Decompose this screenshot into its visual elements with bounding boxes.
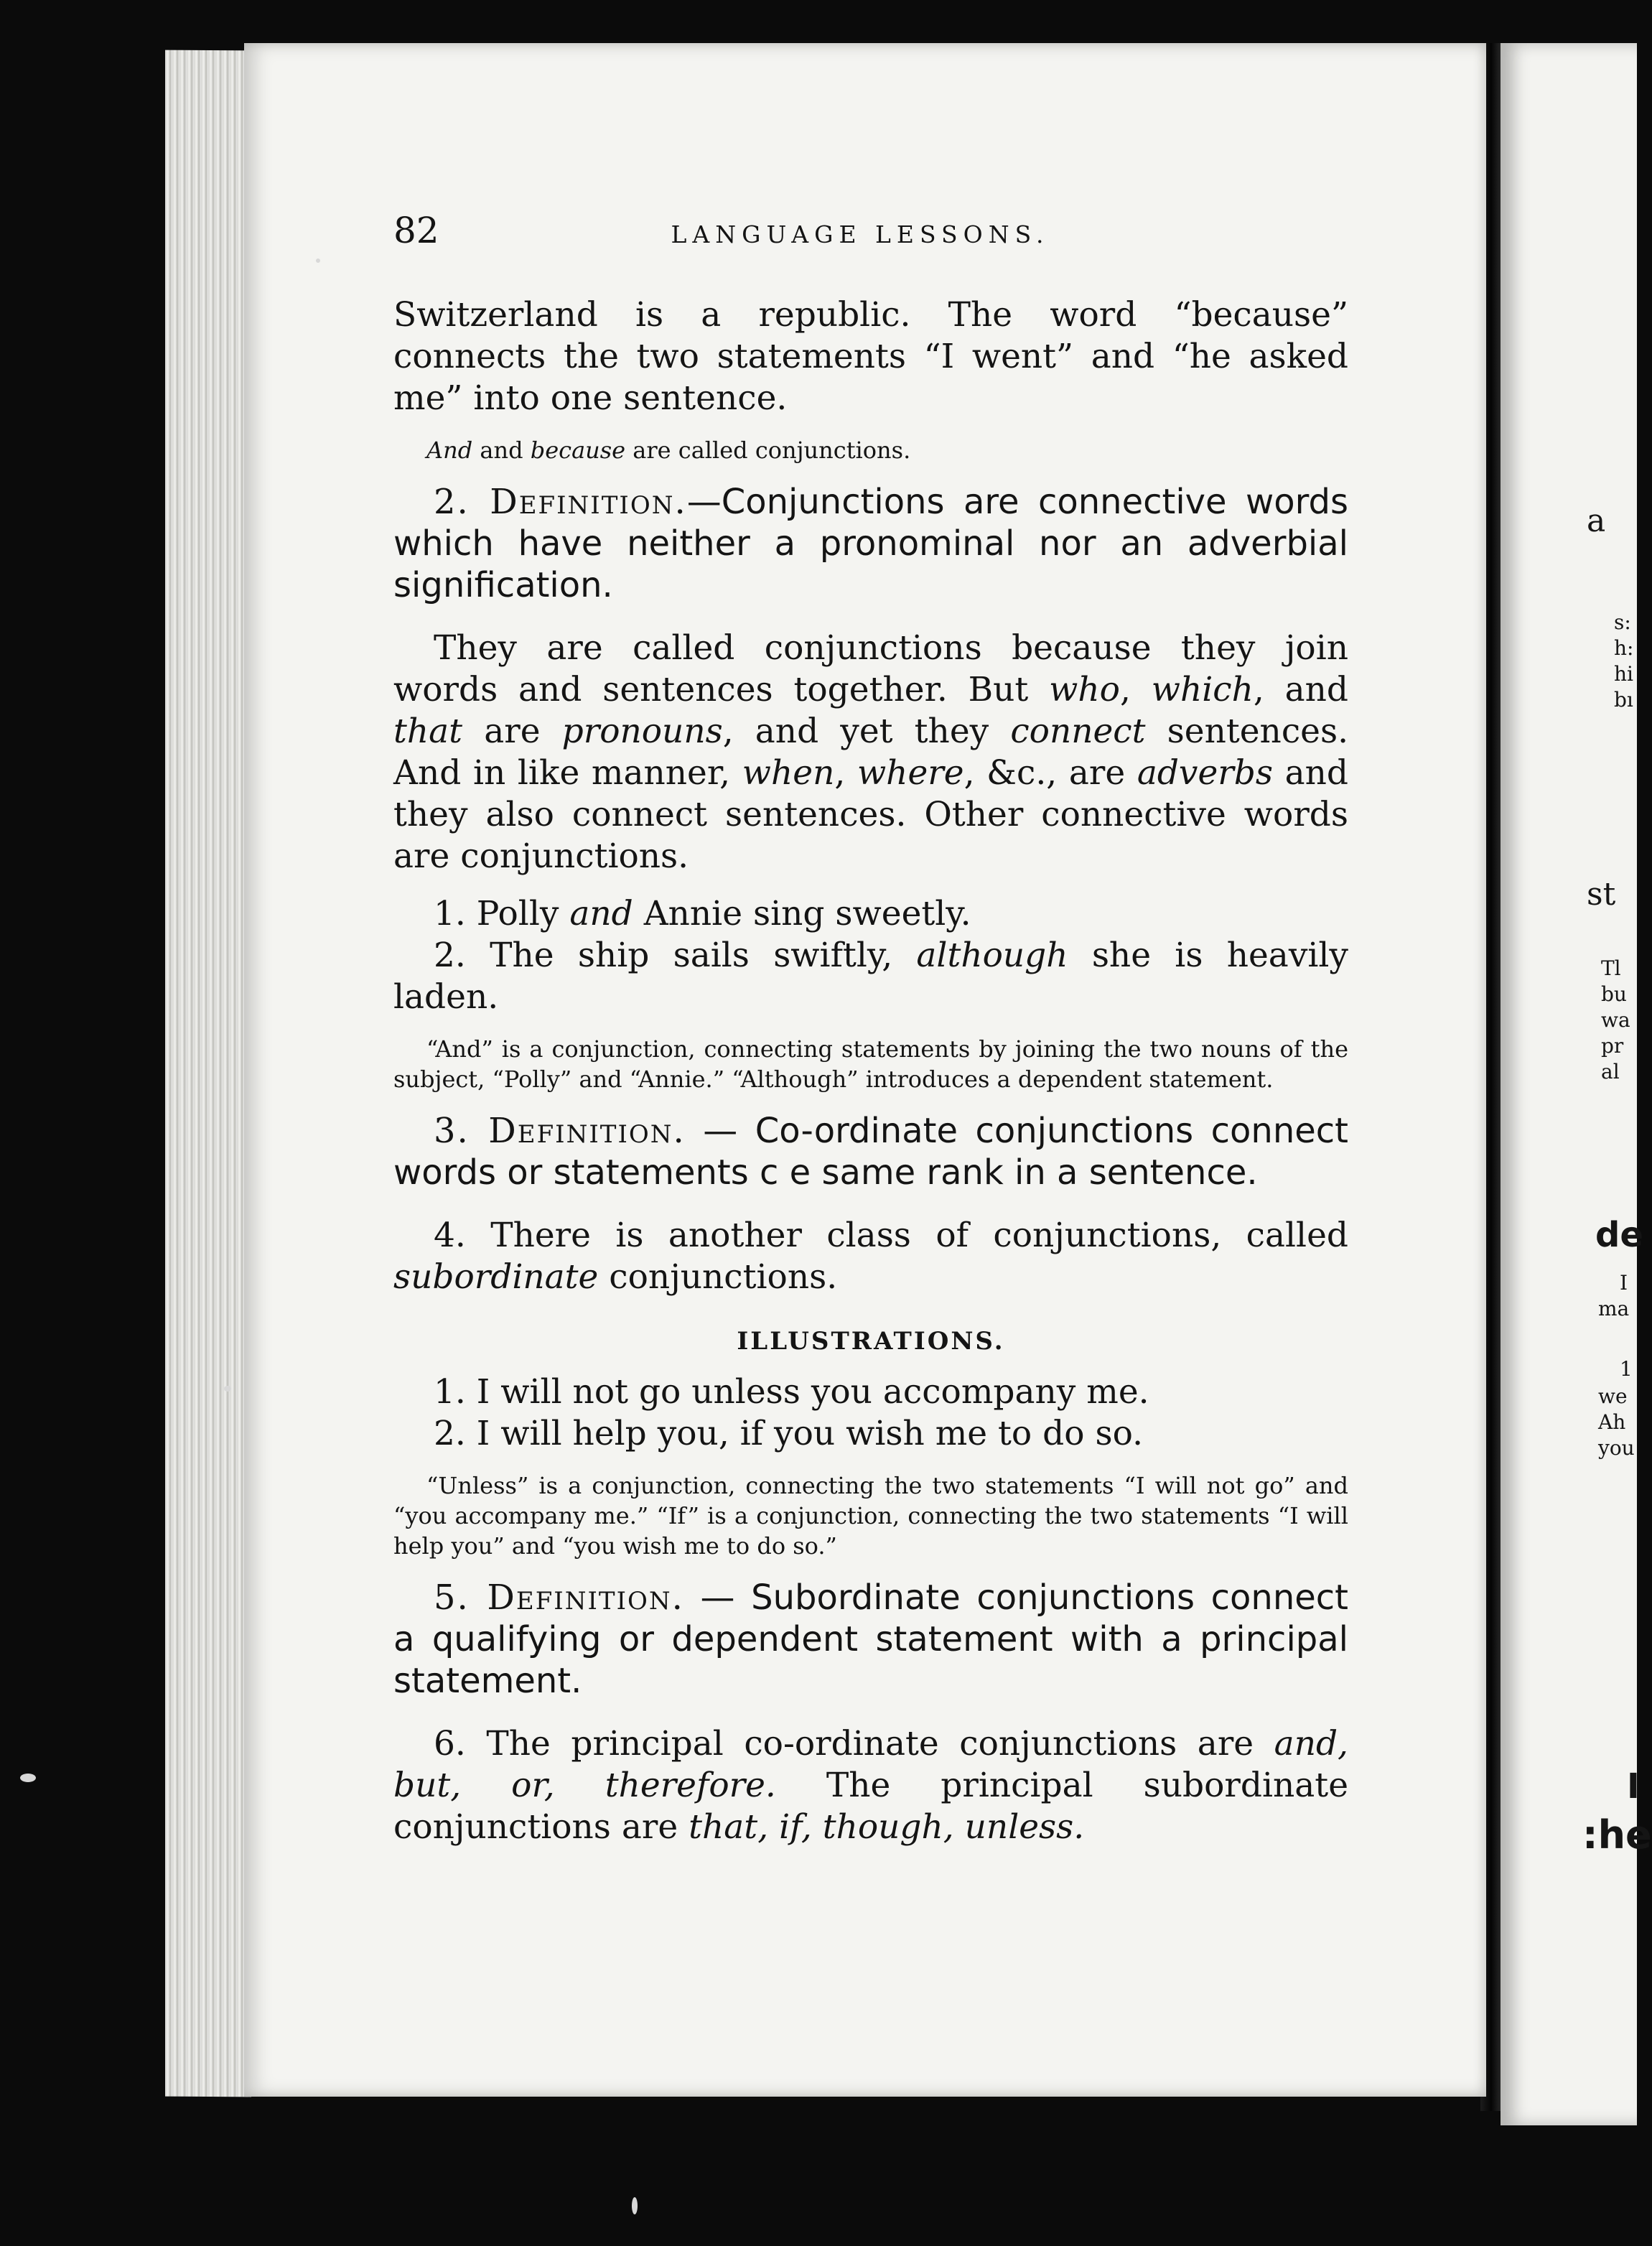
facing-fragment: s: [1614,610,1631,634]
example-1: 1. Polly and Annie sing sweetly. [434,894,971,933]
definition-2 [393,481,1348,606]
opening-paragraph: Switzerland is a republic. The word “because” connects the two statements “I went” and “he asked me” into one sentence. [393,295,1348,418]
definition-3-body: — Co-ordinate conjunctions connect words or statements c e same rank in a sentence. [393,1111,1348,1193]
illustration-2: 2. I will help you, if you wish me to do so. [434,1414,1144,1453]
facing-fragment: bı [1614,688,1633,712]
facing-fragment: de [1595,1215,1643,1255]
definition-5-body: — Subordinate conjunctions connect a qualifying or dependent statement with a principal statement. [393,1578,1348,1701]
page-edges [165,50,251,2097]
facing-fragment: I [1620,1271,1628,1295]
page-header [393,210,1348,260]
facing-fragment: ma [1598,1297,1630,1320]
facing-fragment: :he [1582,1812,1652,1858]
definition-3-head: 3. Definition. [434,1111,686,1151]
dust-speck [20,1774,36,1782]
note-and-although: “And” is a conjunction, connecting statements by joining the two nouns of the subject, “Polly” and “Annie.” “Although” introduces a dependent statement. [393,1035,1348,1093]
illustrations-heading: ILLUSTRATIONS. [737,1327,1005,1356]
dust-speck [224,1386,231,1392]
paragraph-6: 6. The principal co-ordinate conjunctions are and, but, or, therefore. The principal subordinate conjunctions are that, if, though, unless. [393,1724,1349,1847]
facing-fragment: al [1601,1060,1620,1084]
facing-fragment: pr [1601,1034,1624,1058]
definition-2-body: —Conjunctions are connective words which have neither a pronominal nor an adverbial signification. [393,482,1348,605]
facing-fragment: hi [1614,662,1633,686]
paragraph-4: 4. There is another class of conjunctions, called subordinate conjunctions. [393,1216,1348,1297]
page-number: 82 [393,210,439,251]
facing-fragment: a [1587,503,1606,539]
facing-fragment: bu [1601,982,1627,1006]
facing-fragment: Ah [1598,1410,1626,1434]
definition-3 [393,1110,1348,1193]
facing-fragment: wa [1601,1008,1630,1032]
note-and-because: And and because are called conjunctions. [426,437,911,464]
facing-fragment: h: [1614,636,1634,660]
illustration-1: 1. I will not go unless you accompany me. [434,1372,1149,1412]
definition-5 [393,1577,1348,1702]
facing-page [1501,43,1652,2125]
dust-speck [316,258,320,263]
definition-5-head: 5. Definition. [434,1578,684,1618]
facing-fragment: st [1587,876,1616,913]
example-2: 2. The ship sails swiftly, although she is heavily laden. [393,936,1348,1017]
note-unless-if: “Unless” is a conjunction, connecting the two statements “I will not go” and “you accompany me.” “If” is a conjunction, connecting the two statements “I will help you” and “you wish me to do so.” [393,1472,1348,1560]
definition-2-head: 2. Definition. [434,482,687,522]
page-text [393,210,1348,1848]
facing-fragment: we [1598,1384,1628,1408]
dust-speck [632,2197,638,2214]
facing-fragment: you [1598,1436,1635,1460]
running-head: LANGUAGE LESSONS. [671,220,1050,248]
paragraph-pronouns-adverbs: They are called conjunctions because they join words and sentences together. But who, which, and that are pronouns, and yet they connect sentences. And in like manner, when, where, &c., are adverbs and they also connect sentences. Other connective words are conjunctions. [393,628,1349,876]
facing-fragment: Tl [1601,956,1621,980]
facing-fragment: 1 [1620,1357,1633,1381]
facing-fragment: I [1627,1766,1640,1807]
